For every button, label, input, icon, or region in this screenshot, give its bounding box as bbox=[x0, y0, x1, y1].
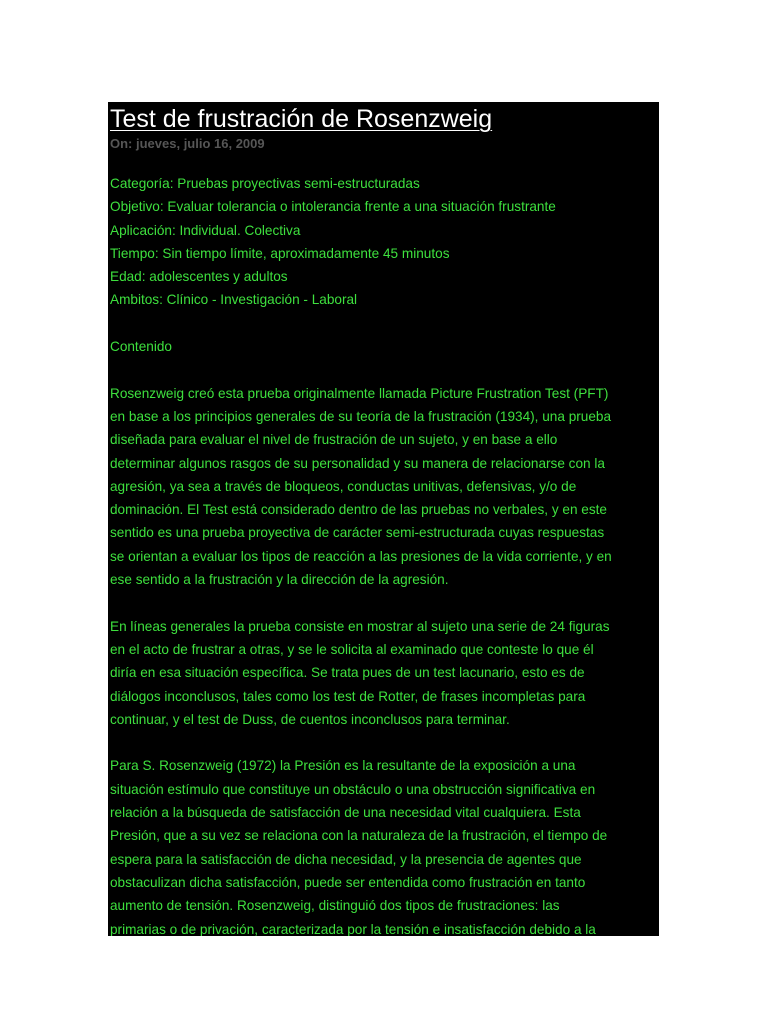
paragraph-line: situación estímulo que constituye un obstáculo o una obstrucción significativa en bbox=[110, 781, 596, 797]
document-title[interactable]: Test de frustración de Rosenzweig bbox=[110, 105, 493, 133]
meta-category: Categoría: Pruebas proyectivas semi-estructuradas bbox=[110, 176, 420, 191]
meta-objective: Objetivo: Evaluar tolerancia o intolerancia frente a una situación frustrante bbox=[110, 199, 556, 215]
spacer bbox=[110, 358, 657, 381]
paragraph-line: dominación. El Test está considerado dentro de las pruebas no verbales, y en este bbox=[110, 502, 607, 518]
spacer bbox=[110, 731, 657, 754]
meta-age: Edad: adolescentes y adultos bbox=[110, 269, 288, 285]
paragraph-line: En líneas generales la prueba consiste en mostrar al sujeto una serie de 24 figuras bbox=[110, 618, 610, 634]
paragraph-line: Rosenzweig creó esta prueba originalmente llamada Picture Frustration Test (PFT) bbox=[110, 385, 609, 401]
paragraph-line: primarias o de privación, caracterizada por la tensión e insatisfacción debido a la bbox=[110, 921, 596, 936]
paragraph-line: relación a la búsqueda de satisfacción de una necesidad vital cualquiera. Esta bbox=[110, 805, 581, 821]
paragraph-line: diálogos inconclusos, tales como los test de Rotter, de frases incompletas para bbox=[110, 688, 586, 704]
paragraph-3 bbox=[110, 754, 657, 936]
post-date: On: jueves, julio 16, 2009 bbox=[110, 136, 265, 151]
meta-scope: Ambitos: Clínico - Investigación - Laboral bbox=[110, 292, 358, 308]
paragraph-line: en base a los principios generales de su teoría de la frustración (1934), una prueba bbox=[110, 408, 612, 424]
paragraph-line: espera para la satisfacción de dicha necesidad, y la presencia de agentes que bbox=[110, 851, 582, 867]
paragraph-1 bbox=[110, 382, 657, 592]
document-panel bbox=[108, 102, 659, 936]
section-heading: Contenido bbox=[110, 339, 172, 355]
paragraph-line: diseñada para evaluar el nivel de frustración de un sujeto, y en base a ello bbox=[110, 432, 558, 448]
paragraph-line: Para S. Rosenzweig (1972) la Presión es la resultante de la exposición a una bbox=[110, 758, 576, 774]
paragraph-line: diría en esa situación específica. Se trata pues de un test lacunario, esto es de bbox=[110, 665, 585, 681]
paragraph-line: sentido es una prueba proyectiva de carácter semi-estructurada cuyas respuestas bbox=[110, 525, 605, 541]
test-metadata bbox=[110, 172, 657, 312]
paragraph-2 bbox=[110, 615, 657, 731]
paragraph-line: en el acto de frustrar a otras, y se le solicita al examinado que conteste lo que él bbox=[110, 641, 594, 657]
meta-application: Aplicación: Individual. Colectiva bbox=[110, 222, 301, 238]
spacer bbox=[110, 312, 657, 335]
paragraph-line: determinar algunos rasgos de su personalidad y su manera de relacionarse con la bbox=[110, 455, 605, 471]
meta-time: Tiempo: Sin tiempo límite, aproximadamente 45 minutos bbox=[110, 245, 450, 261]
paragraph-line: agresión, ya sea a través de bloqueos, conductas unitivas, defensivas, y/o de bbox=[110, 478, 577, 494]
paragraph-line: continuar, y el test de Duss, de cuentos inconclusos para terminar. bbox=[110, 711, 510, 727]
paragraph-line: ese sentido a la frustración y la dirección de la agresión. bbox=[110, 572, 449, 588]
spacer bbox=[110, 591, 657, 614]
paragraph-line: se orientan a evaluar los tipos de reacción a las presiones de la vida corriente, y en bbox=[110, 548, 612, 564]
paragraph-line: aumento de tensión. Rosenzweig, distinguió dos tipos de frustraciones: las bbox=[110, 898, 560, 914]
paragraph-line: obstaculizan dicha satisfacción, puede ser entendida como frustración en tanto bbox=[110, 874, 586, 890]
paragraph-line: Presión, que a su vez se relaciona con la naturaleza de la frustración, el tiempo de bbox=[110, 828, 608, 844]
